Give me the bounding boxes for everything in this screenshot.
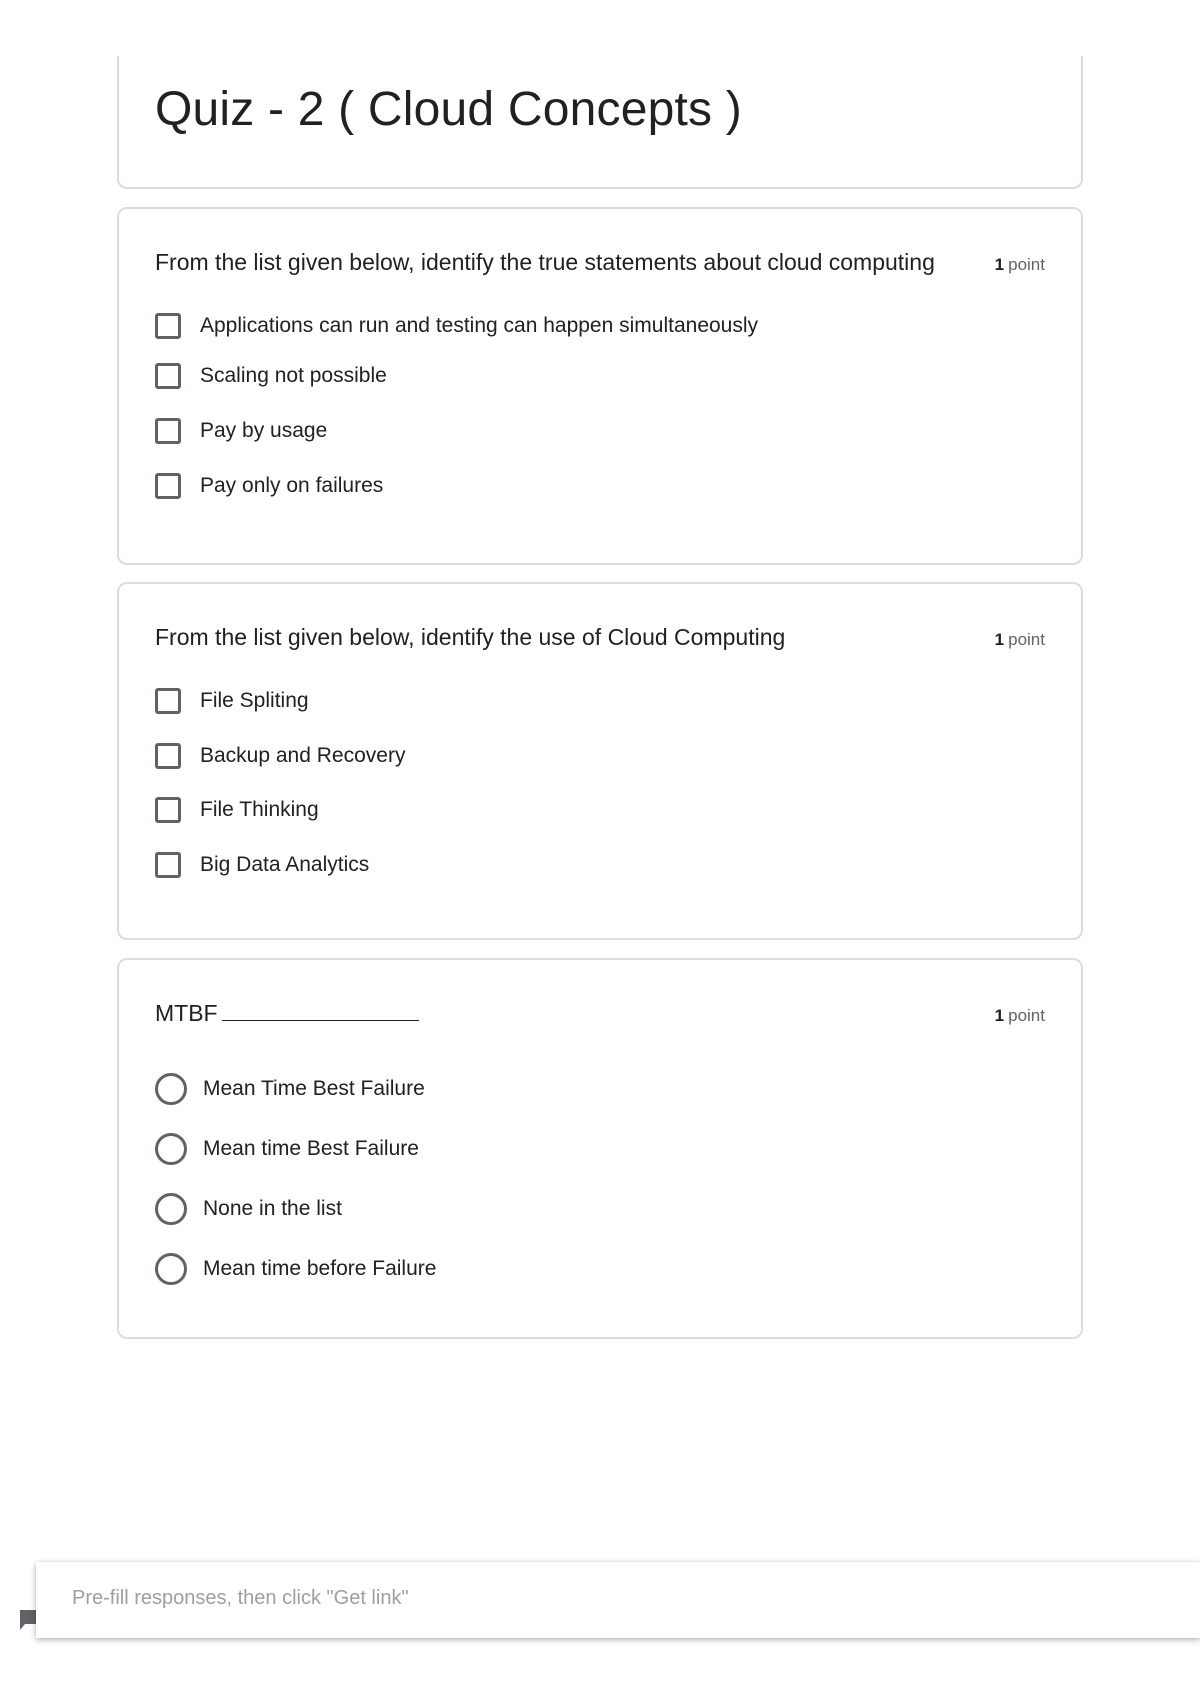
question-text [155, 1000, 419, 1027]
option-label: Backup and Recovery [200, 744, 406, 767]
radio-button[interactable] [155, 1193, 187, 1225]
checkbox[interactable] [155, 418, 181, 444]
question-card-3 [117, 958, 1083, 1339]
question-card-2 [117, 582, 1083, 940]
radio-button[interactable] [155, 1073, 187, 1105]
checkbox[interactable] [155, 473, 181, 499]
checkbox-option[interactable] [155, 739, 405, 773]
prefill-hint: Pre-fill responses, then click "Get link" [72, 1587, 409, 1609]
checkbox-option[interactable] [155, 684, 309, 718]
question-points [995, 1006, 1045, 1026]
radio-option[interactable] [155, 1192, 342, 1226]
option-label: File Spliting [200, 689, 309, 712]
question-points [995, 255, 1045, 275]
option-label: None in the list [203, 1197, 342, 1220]
form-title: Quiz - 2 ( Cloud Concepts ) [155, 83, 742, 136]
option-label: Applications can run and testing can happen simultaneously [200, 314, 759, 337]
radio-button[interactable] [155, 1133, 187, 1165]
question-text: From the list given below, identify the use of Cloud Computing [155, 624, 786, 650]
checkbox-option[interactable] [155, 848, 369, 882]
points-unit: point [1008, 630, 1045, 649]
option-label: Scaling not possible [200, 364, 387, 387]
option-label: Pay only on failures [200, 474, 384, 497]
option-label: File Thinking [200, 798, 319, 821]
checkbox[interactable] [155, 743, 181, 769]
checkbox[interactable] [155, 363, 181, 389]
question-text: From the list given below, identify the true statements about cloud computing [155, 249, 935, 275]
radio-option[interactable] [155, 1132, 419, 1166]
checkbox[interactable] [155, 852, 181, 878]
option-label: Big Data Analytics [200, 853, 370, 876]
points-unit: point [1008, 255, 1045, 274]
points-unit: point [1008, 1006, 1045, 1025]
option-label: Mean Time Best Failure [203, 1077, 425, 1100]
checkbox[interactable] [155, 313, 181, 339]
question-points [995, 630, 1045, 650]
points-number: 1 [994, 630, 1005, 649]
checkbox[interactable] [155, 688, 181, 714]
checkbox-option[interactable] [155, 309, 758, 343]
option-label: Mean time before Failure [203, 1257, 437, 1280]
option-label: Pay by usage [200, 419, 328, 442]
answer-blank [222, 1006, 419, 1021]
option-label: Mean time Best Failure [203, 1137, 419, 1160]
checkbox-option[interactable] [155, 359, 387, 393]
checkbox[interactable] [155, 797, 181, 823]
points-number: 1 [994, 255, 1005, 274]
radio-button[interactable] [155, 1253, 187, 1285]
checkbox-option[interactable] [155, 414, 327, 448]
checkbox-option[interactable] [155, 469, 383, 503]
prefill-footer-bar [36, 1562, 1200, 1638]
radio-option[interactable] [155, 1252, 436, 1286]
question-text-label: MTBF [155, 1000, 218, 1026]
question-card-1 [117, 207, 1083, 565]
radio-option[interactable] [155, 1072, 425, 1106]
form-title-card [117, 56, 1083, 189]
checkbox-option[interactable] [155, 793, 319, 827]
points-number: 1 [994, 1006, 1005, 1025]
